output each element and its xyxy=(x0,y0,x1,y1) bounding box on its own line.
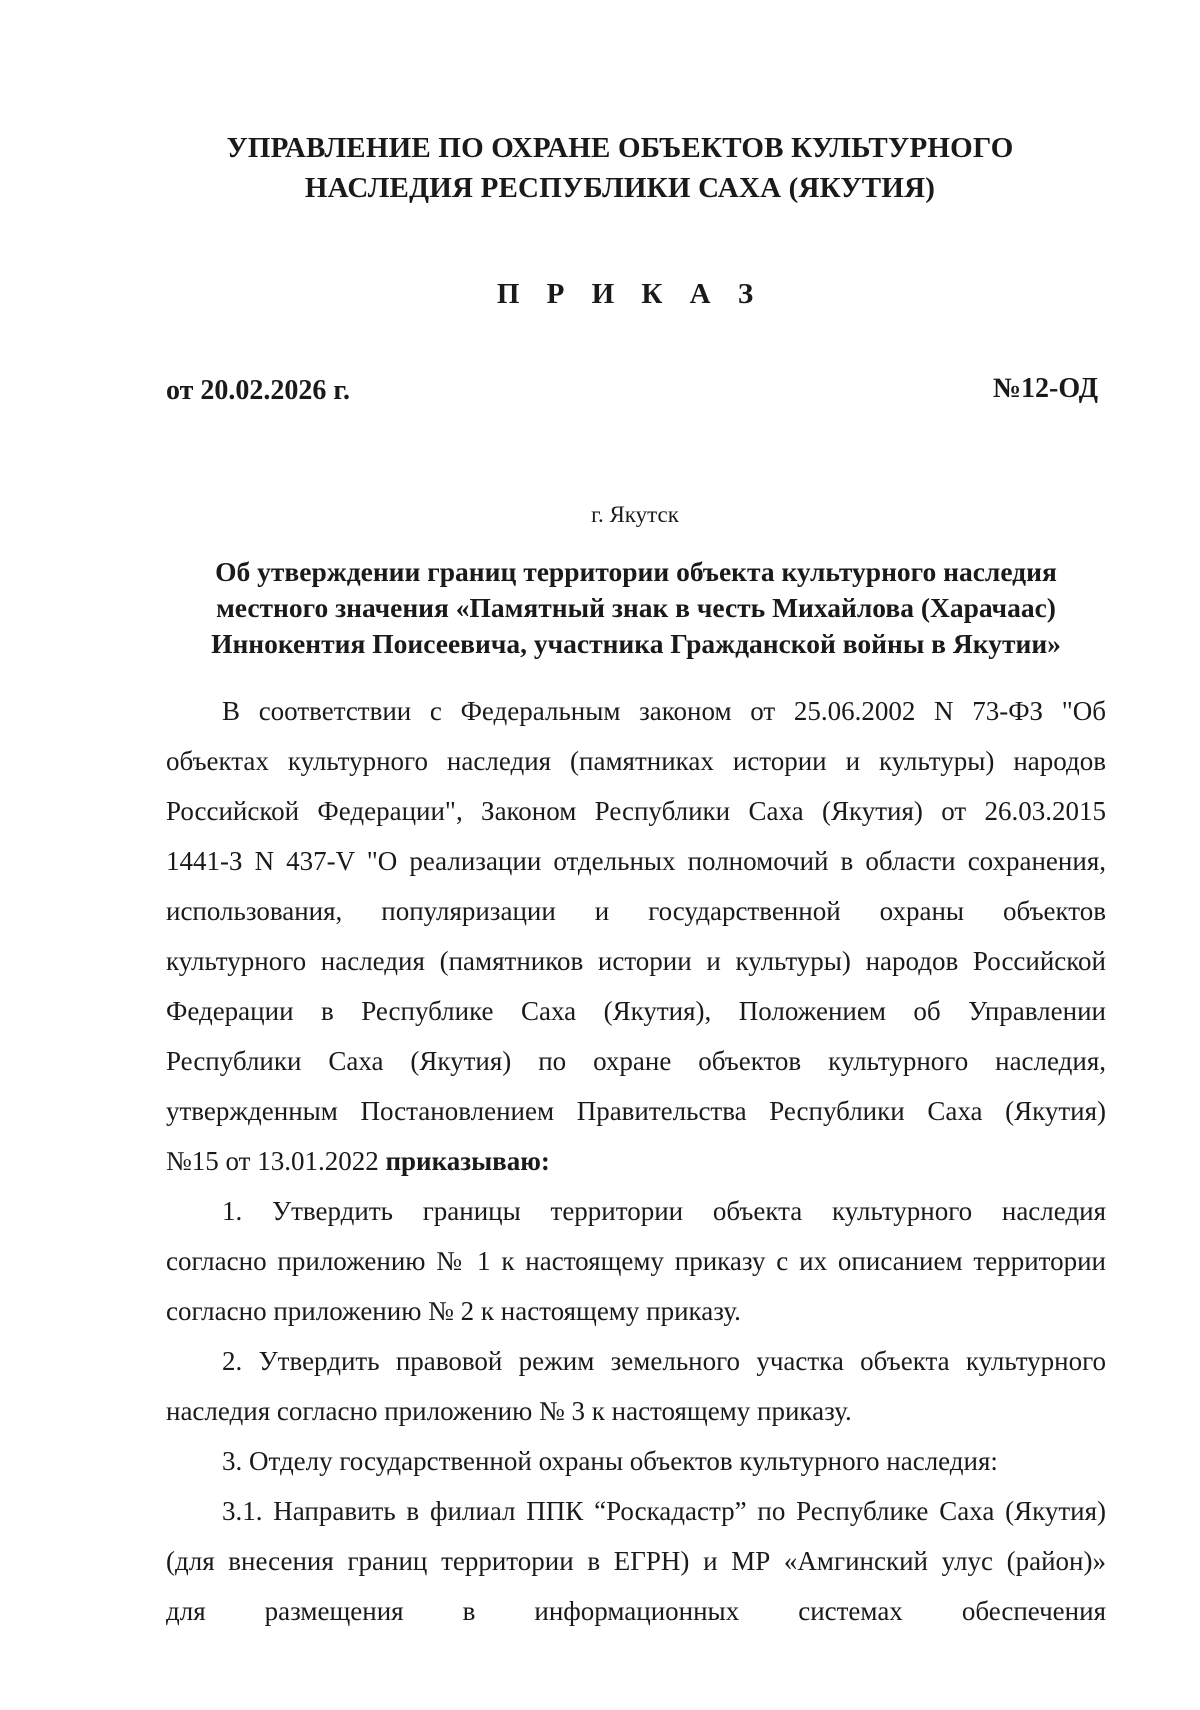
preamble-last-text: №15 от 13.01.2022 xyxy=(166,1146,386,1176)
order-directive: приказываю: xyxy=(385,1146,550,1176)
document-type-title: П Р И К А З xyxy=(496,278,764,310)
org-name-line2: НАСЛЕДИЯ РЕСПУБЛИКИ САХА (ЯКУТИЯ) xyxy=(304,172,936,204)
organization-header xyxy=(0,128,1200,208)
item1-line: 1. Утвердить границы территории объекта культурного наследия xyxy=(222,1196,1106,1226)
order-city: г. Якутск xyxy=(591,502,679,527)
item2-line: наследия согласно приложению № 3 к настоящему приказу. xyxy=(166,1396,852,1426)
preamble-line: Республики Саха (Якутия) по охране объектов культурного наследия, xyxy=(166,1046,1106,1076)
org-name-line1: УПРАВЛЕНИЕ ПО ОХРАНЕ ОБЪЕКТОВ КУЛЬТУРНОГО xyxy=(226,132,1014,164)
item1-line: согласно приложению № 2 к настоящему приказу. xyxy=(166,1296,741,1326)
order-body xyxy=(166,686,1106,1636)
item31-line: 3.1. Направить в филиал ППК “Роскадастр” по Республике Саха (Якутия) xyxy=(222,1496,1106,1526)
subject-line: Иннокентия Поисеевича, участника Гражданской войны в Якутии» xyxy=(211,628,1061,659)
order-number: №12-ОД xyxy=(992,373,1098,404)
subject-line: местного значения «Памятный знак в честь Михайлова (Харачаас) xyxy=(216,592,1056,623)
item31-line: для размещения в информационных системах обеспечения xyxy=(166,1596,1106,1626)
item3-line: 3. Отделу государственной охраны объектов культурного наследия: xyxy=(222,1446,998,1476)
preamble-line: утвержденным Постановлением Правительства Республики Саха (Якутия) xyxy=(166,1096,1106,1126)
item31-line: (для внесения границ территории в ЕГРН) и МР «Амгинский улус (район)» xyxy=(166,1546,1106,1576)
subject-line: Об утверждении границ территории объекта культурного наследия xyxy=(215,556,1057,587)
order-date: от 20.02.2026 г. xyxy=(166,375,350,406)
order-subject xyxy=(166,554,1106,662)
preamble-line: 1441-З N 437-V "О реализации отдельных полномочий в области сохранения, xyxy=(166,846,1106,876)
preamble-line: культурного наследия (памятников истории и культуры) народов Российской xyxy=(166,946,1106,976)
preamble-line: Российской Федерации", Законом Республики Саха (Якутия) от 26.03.2015 xyxy=(166,796,1106,826)
preamble-line: объектах культурного наследия (памятниках истории и культуры) народов xyxy=(166,746,1106,776)
preamble-line: Федерации в Республике Саха (Якутия), Положением об Управлении xyxy=(166,996,1106,1026)
item2-line: 2. Утвердить правовой режим земельного участка объекта культурного xyxy=(222,1346,1106,1376)
item1-line: согласно приложению № 1 к настоящему приказу с их описанием территории xyxy=(166,1246,1106,1276)
preamble-line: использования, популяризации и государственной охраны объектов xyxy=(166,896,1106,926)
preamble-last-line xyxy=(166,1136,1106,1186)
preamble-line: В соответствии с Федеральным законом от 25.06.2002 N 73-ФЗ "Об xyxy=(222,696,1106,726)
